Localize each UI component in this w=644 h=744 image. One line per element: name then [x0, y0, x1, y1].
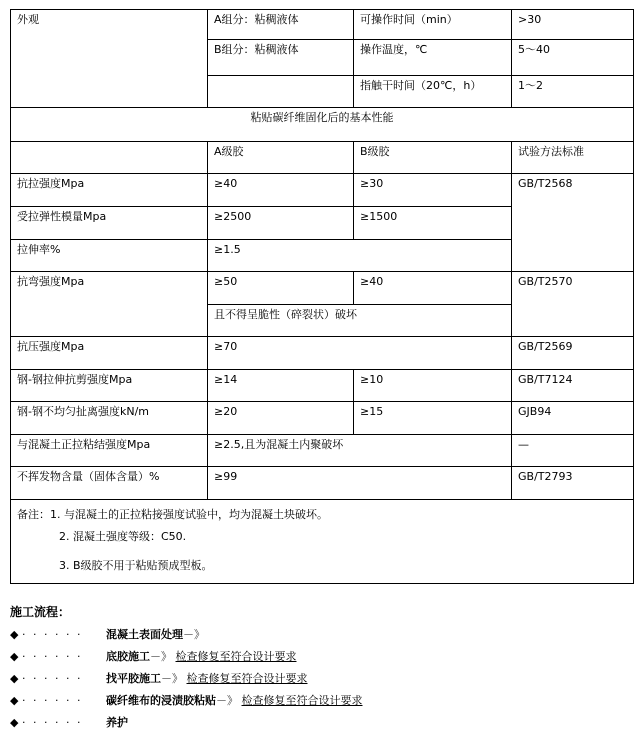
cell-a: ≥40: [208, 174, 354, 207]
cell-a: ≥50: [208, 272, 354, 305]
construction-process: [10, 604, 630, 734]
arrow: －》: [150, 650, 172, 663]
cell-standard: GB/T2569: [512, 337, 634, 370]
cell-ab: ≥1.5: [208, 240, 512, 272]
process-step: [10, 646, 630, 668]
cell-standard: GB/T2568: [512, 174, 634, 272]
process-step: [10, 668, 630, 690]
table-row-label: 抗弯强度Mpa: [11, 272, 208, 337]
process-title: 施工流程：: [10, 605, 71, 619]
cell-standard: —: [512, 435, 634, 467]
spec-table: [10, 9, 634, 584]
table-row-label: 受拉弹性模量Mpa: [11, 207, 208, 240]
check-link[interactable]: 检查修复至符合设计要求: [175, 650, 297, 663]
cell-b: ≥10: [354, 370, 512, 402]
cell-ab: ≥2.5,且为混凝土内聚破坏: [208, 435, 512, 467]
diamond-bullet-icon: ◆: [10, 650, 19, 663]
leader-dots: · · · · · ·: [22, 650, 83, 663]
diamond-bullet-icon: ◆: [10, 628, 19, 641]
cell-note: 且不得呈脆性（碎裂状）破坏: [208, 305, 512, 337]
param-touch-dry: 指触干时间（20℃，h）: [354, 76, 512, 108]
arrow: －》: [161, 672, 183, 685]
arrow: －》: [216, 694, 238, 707]
diamond-bullet-icon: ◆: [10, 672, 19, 685]
step-name: 养护: [106, 716, 128, 729]
step-name: 底胶施工: [106, 650, 150, 663]
param-pot-life: 可操作时间（min）: [354, 10, 512, 40]
table-row-label: 钢-钢不均匀扯离强度kN/m: [11, 402, 208, 435]
cell-b: ≥15: [354, 402, 512, 435]
cell-a: ≥14: [208, 370, 354, 402]
cell-ab: ≥99: [208, 467, 512, 500]
cell-standard: GB/T2570: [512, 272, 634, 337]
appearance-label: 外观: [11, 10, 208, 108]
table-row-label: 不挥发物含量（固体含量）%: [11, 467, 208, 500]
cell-standard: GB/T2793: [512, 467, 634, 500]
step-name: 碳纤维布的浸渍胶粘贴: [106, 694, 216, 707]
process-step: [10, 690, 630, 712]
cell-b: ≥30: [354, 174, 512, 207]
cell-standard: GJB94: [512, 402, 634, 435]
header-grade-b: B级胶: [354, 142, 512, 174]
process-step: [10, 712, 630, 734]
process-step: [10, 624, 630, 646]
cell-a: ≥2500: [208, 207, 354, 240]
component-a: A组分：粘稠液体: [208, 10, 354, 40]
table-row-label: 钢-钢拉伸抗剪强度Mpa: [11, 370, 208, 402]
value-touch-dry: 1～2: [512, 76, 634, 108]
cell-b: ≥1500: [354, 207, 512, 240]
note-1: 备注：1. 与混凝土的正拉粘接强度试验中，均为混凝土块破坏。: [17, 508, 328, 521]
leader-dots: · · · · · ·: [22, 672, 83, 685]
leader-dots: · · · · · ·: [22, 694, 83, 707]
component-b: B组分：粘稠液体: [208, 40, 354, 76]
table-row-label: 与混凝土正拉粘结强度Mpa: [11, 435, 208, 467]
check-link[interactable]: 检查修复至符合设计要求: [241, 694, 363, 707]
step-name: 找平胶施工: [106, 672, 161, 685]
diamond-bullet-icon: ◆: [10, 716, 19, 729]
leader-dots: · · · · · ·: [22, 716, 83, 729]
note-2: 2. 混凝土强度等级：C50.: [59, 530, 187, 543]
cell-b: ≥40: [354, 272, 512, 305]
header-test-standard: 试验方法标准: [512, 142, 634, 174]
table-row-label: 拉伸率%: [11, 240, 208, 272]
cell-ab: ≥70: [208, 337, 512, 370]
header-grade-a: A级胶: [208, 142, 354, 174]
table-row-label: 抗压强度Mpa: [11, 337, 208, 370]
leader-dots: · · · · · ·: [22, 628, 83, 641]
param-temperature: 操作温度，℃: [354, 40, 512, 76]
cell-a: ≥20: [208, 402, 354, 435]
value-temperature: 5～40: [512, 40, 634, 76]
table-row-label: 抗拉强度Mpa: [11, 174, 208, 207]
check-link[interactable]: 检查修复至符合设计要求: [186, 672, 308, 685]
section-title: 粘贴碳纤维固化后的基本性能: [11, 108, 634, 142]
diamond-bullet-icon: ◆: [10, 694, 19, 707]
step-name: 混凝土表面处理: [106, 628, 183, 641]
notes-cell: [11, 500, 634, 584]
value-pot-life: >30: [512, 10, 634, 40]
arrow: －》: [183, 628, 205, 641]
note-3: 3. B级胶不用于粘贴预成型板。: [59, 559, 213, 572]
cell-standard: GB/T7124: [512, 370, 634, 402]
